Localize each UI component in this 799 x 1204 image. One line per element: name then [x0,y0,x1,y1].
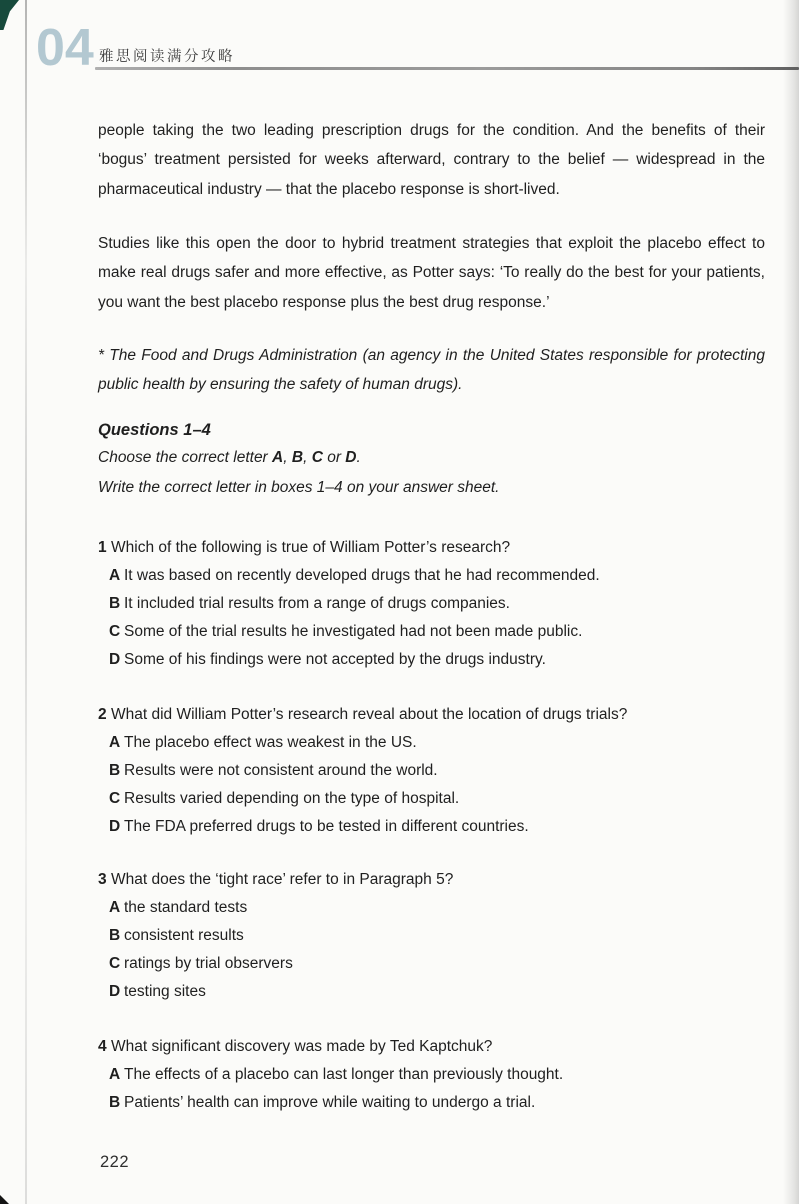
option-text: Results were not consistent around the world. [124,762,438,779]
question-2-stem [98,701,765,729]
option-text: The FDA preferred drugs to be tested in different countries. [124,818,529,835]
question-3-option-d [98,978,765,1006]
question-4 [98,1033,765,1117]
chapter-number: 04 [36,19,94,77]
option-letter: C [109,955,121,972]
question-2-option-b [98,757,765,785]
question-text: What does the ‘tight race’ refer to in Paragraph 5? [111,871,454,888]
option-text: The placebo effect was weakest in the US. [124,734,417,751]
letter-d: D [345,449,357,466]
book-title: 雅思阅读满分攻略 [99,49,235,65]
option-text: Some of his findings were not accepted by the drugs industry. [124,651,546,668]
question-number: 1 [98,539,107,556]
option-text: testing sites [124,983,206,1000]
question-3-option-b [98,922,765,950]
separator: , [303,449,312,466]
question-1-option-a [98,562,765,590]
option-letter: D [109,651,121,668]
option-letter: B [109,927,121,944]
instruction-choose [98,443,765,473]
question-3-stem [98,866,765,894]
instruction-text: Choose the correct letter [98,449,273,466]
option-letter: B [109,595,121,612]
scan-corner-mark [0,1195,9,1204]
option-text: The effects of a placebo can last longer than previously thought. [124,1066,564,1083]
question-1-option-d [98,646,765,674]
option-text: ratings by trial observers [124,955,293,972]
option-text: Results varied depending on the type of hospital. [124,790,460,807]
question-number: 3 [98,871,107,888]
option-letter: A [109,1066,121,1083]
option-text: It was based on recently developed drugs that he had recommended. [124,567,600,584]
passage-paragraph-1: people taking the two leading prescription drugs for the condition. And the benefits of their ‘bogus’ treatment persisted for weeks afterward, contrary to the belief — widespread in the pharmaceutical industry — that the placebo response is short-lived. [98,121,765,198]
question-1 [98,534,765,674]
question-1-option-c [98,618,765,646]
letter-c: C [311,449,323,466]
option-letter: D [109,983,121,1000]
option-text: consistent results [124,927,244,944]
question-text: Which of the following is true of William Potter’s research? [111,539,511,556]
question-4-option-a [98,1061,765,1089]
separator: , [283,449,292,466]
letter-b: B [291,449,304,466]
question-2-option-a [98,729,765,757]
option-letter: B [109,762,121,779]
option-letter: D [109,818,121,835]
question-2 [98,701,765,841]
option-letter: A [109,567,121,584]
question-number: 2 [98,706,107,723]
option-text: Some of the trial results he investigated had not been made public. [124,623,583,640]
option-text: It included trial results from a range of drugs companies. [124,595,510,612]
question-text: What significant discovery was made by Ted Kaptchuk? [111,1038,493,1055]
question-4-stem [98,1033,765,1061]
question-3-option-c [98,950,765,978]
question-number: 4 [98,1038,107,1055]
option-letter: C [109,790,121,807]
page-right-shadow [783,0,799,1204]
page-number: 222 [100,1153,130,1171]
period: . [356,449,361,466]
question-2-option-c [98,785,765,813]
questions-heading: Questions 1–4 [98,421,211,439]
option-letter: B [109,1094,121,1111]
separator: or [322,449,346,466]
option-letter: A [109,734,121,751]
question-1-stem [98,534,765,562]
header-rule [95,67,799,70]
question-2-option-d [98,813,765,841]
book-cover-corner [0,0,19,30]
option-text: Patients’ health can improve while waiting to undergo a trial. [124,1094,536,1111]
option-letter: A [109,899,121,916]
question-3 [98,866,765,1006]
question-4-option-b [98,1089,765,1117]
question-1-option-b [98,590,765,618]
page-left-edge [25,0,27,1204]
passage-footnote: * The Food and Drugs Administration (an agency in the United States responsible for protecting public health by ensuring the safety of human drugs). [98,346,765,393]
instruction-write: Write the correct letter in boxes 1–4 on your answer sheet. [98,479,500,496]
option-text: the standard tests [124,899,248,916]
option-letter: C [109,623,121,640]
letter-a: A [272,449,284,466]
passage-paragraph-2: Studies like this open the door to hybrid treatment strategies that exploit the placebo effect to make real drugs safer and more effective, as Potter says: ‘To really do the best for your patients, you want the best placebo response plus the best drug response.’ [98,234,765,311]
question-text: What did William Potter’s research reveal about the location of drugs trials? [111,706,628,723]
question-3-option-a [98,894,765,922]
